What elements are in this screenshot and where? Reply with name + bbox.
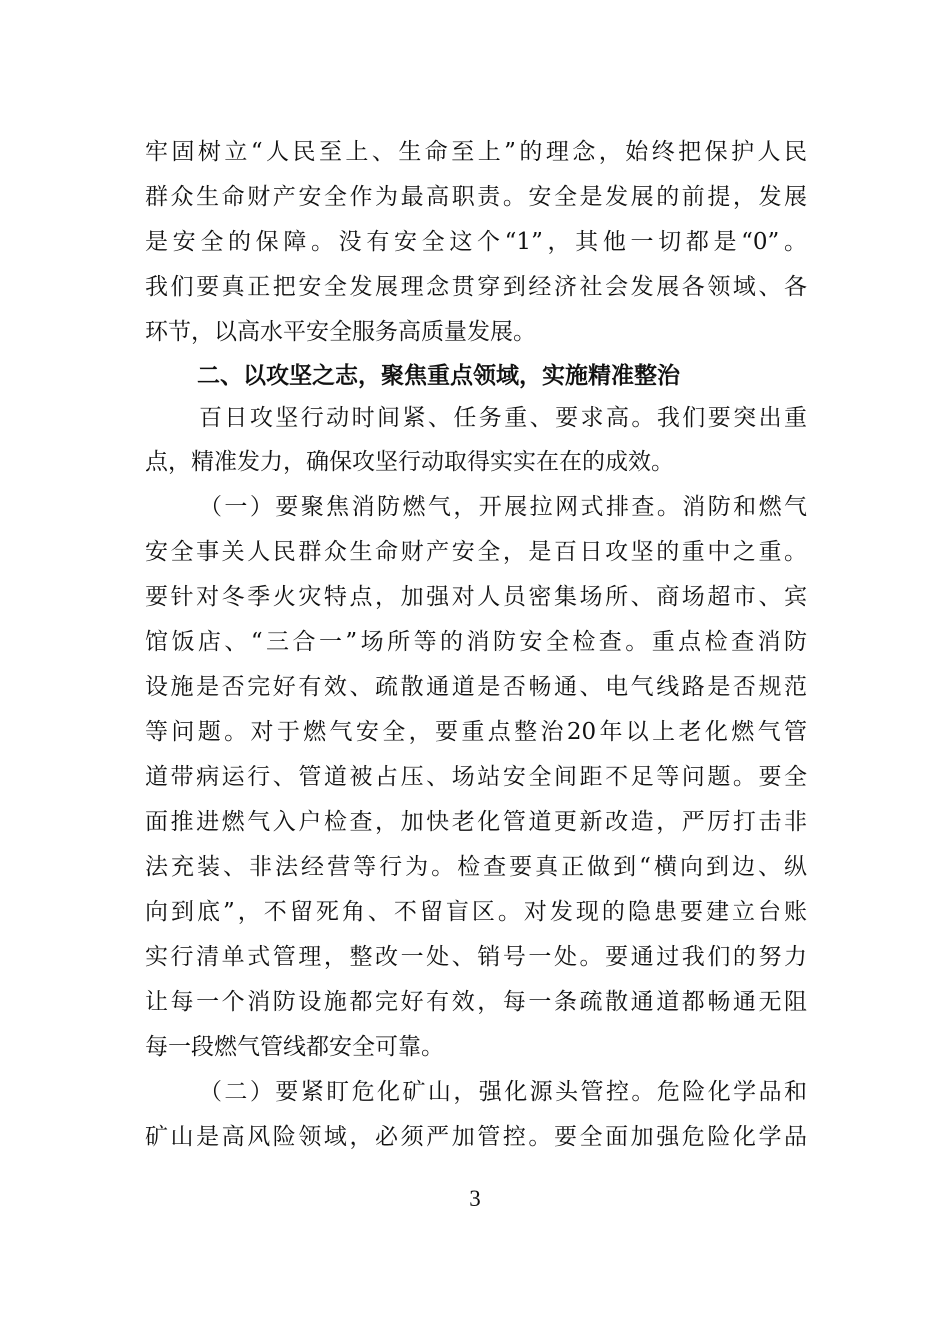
heading-text: 二、以攻坚之志，聚焦重点领域，实施精准整治 <box>197 362 680 389</box>
text-line: 百日攻坚行动时间紧、任务重、要求高。我们要突出重 <box>199 405 807 431</box>
text-line: 向到底”，不留死角、不留盲区。对发现的隐患要建立台账 <box>145 899 807 925</box>
text-line: 让每一个消防设施都完好有效，每一条疏散通道都畅通无阻 <box>145 989 807 1015</box>
text-line: 点，精准发力，确保攻坚行动取得实实在在的成效。 <box>145 449 674 475</box>
text-line: 矿山是高风险领域，必须严加管控。要全面加强危险化学品 <box>145 1124 807 1150</box>
paragraph <box>145 130 807 355</box>
document-body <box>145 130 807 1160</box>
text-line: 我们要真正把安全发展理念贯穿到经济社会发展各领域、各 <box>145 274 807 300</box>
text-line: 是安全的保障。没有安全这个“1”，其他一切都是“0”。 <box>145 229 807 255</box>
text-line: 道带病运行、管道被占压、场站安全间距不足等问题。要全 <box>145 764 807 790</box>
text-line: 群众生命财产安全作为最高职责。安全是发展的前提，发展 <box>145 184 807 210</box>
paragraph <box>145 485 807 1070</box>
text-line: 实行清单式管理，整改一处、销号一处。要通过我们的努力 <box>145 944 807 970</box>
text-line: 牢固树立“人民至上、生命至上”的理念，始终把保护人民 <box>145 139 807 165</box>
paragraph <box>145 396 807 485</box>
page-number: 3 <box>469 1186 481 1211</box>
text-line: 设施是否完好有效、疏散通道是否畅通、电气线路是否规范 <box>145 674 807 700</box>
text-line: 安全事关人民群众生命财产安全，是百日攻坚的重中之重。 <box>145 539 807 565</box>
text-line: （二）要紧盯危化矿山，强化源头管控。危险化学品和 <box>199 1079 807 1105</box>
text-line: 法充装、非法经营等行为。检查要真正做到“横向到边、纵 <box>145 854 807 880</box>
text-line: 环节，以高水平安全服务高质量发展。 <box>145 319 536 345</box>
text-line: 每一段燃气管线都安全可靠。 <box>145 1034 444 1060</box>
section-heading <box>145 355 807 396</box>
text-line: （一）要聚焦消防燃气，开展拉网式排查。消防和燃气 <box>199 494 807 520</box>
paragraph <box>145 1070 807 1160</box>
text-line: 等问题。对于燃气安全，要重点整治20年以上老化燃气管 <box>145 719 807 745</box>
text-line: 要针对冬季火灾特点，加强对人员密集场所、商场超市、宾 <box>145 584 807 610</box>
text-line: 面推进燃气入户检查，加快老化管道更新改造，严厉打击非 <box>145 809 807 835</box>
text-line: 馆饭店、“三合一”场所等的消防安全检查。重点检查消防 <box>145 629 807 655</box>
